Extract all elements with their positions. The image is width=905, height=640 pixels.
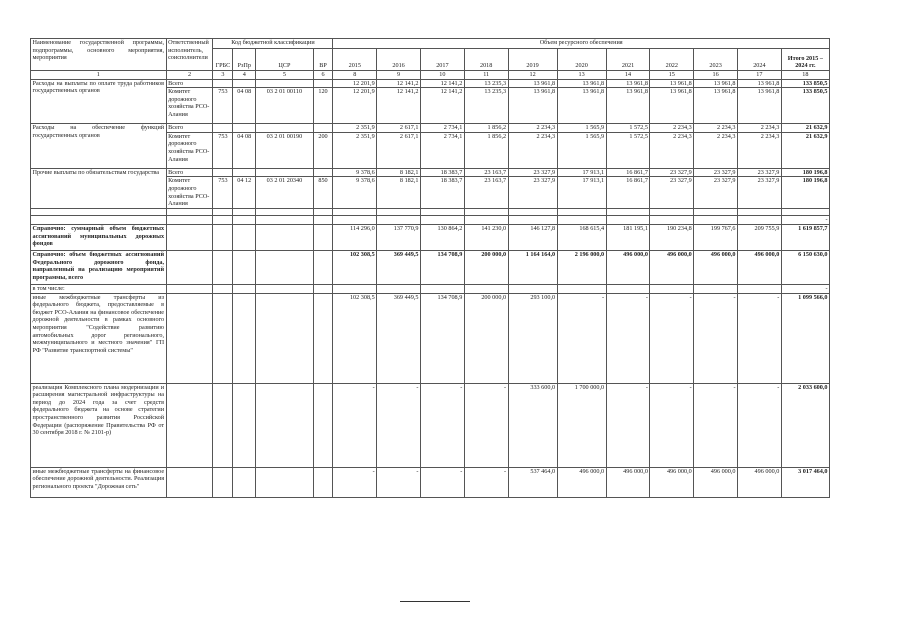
header-year: 2021 — [606, 49, 650, 71]
row-total-value: 1 856,2 — [464, 124, 508, 133]
sub-value: - — [650, 383, 694, 467]
row-value: 2 351,9 — [333, 132, 377, 168]
row-total-value: 1 572,5 — [606, 124, 650, 133]
row-total-label: Всего — [166, 124, 213, 133]
row-total-value: 2 234,3 — [738, 124, 782, 133]
row-value: 12 141,2 — [377, 88, 421, 124]
row-total-value: 23 327,9 — [650, 168, 694, 177]
sub-value: 134 708,9 — [420, 293, 464, 383]
summary-value: 181 195,1 — [606, 224, 650, 250]
row-value: 2 234,3 — [508, 132, 557, 168]
col-number: 4 — [233, 71, 256, 80]
summary-value: 190 234,8 — [650, 224, 694, 250]
row-value: 13 961,8 — [694, 88, 738, 124]
header-year: 2020 — [557, 49, 606, 71]
sub-value: 333 600,0 — [508, 383, 557, 467]
header-volume-group: Объем ресурсного обеспечения — [333, 39, 830, 49]
row-sum: 21 632,9 — [781, 132, 829, 168]
row-name-salary: Расходы на выплаты по оплате труда работников государственных органов — [31, 79, 167, 124]
row-value: 1 565,9 — [557, 132, 606, 168]
sub-value: - — [606, 383, 650, 467]
header-total: Итого 2015 – 2024 гг. — [781, 49, 829, 71]
header-code-vr: ВР — [313, 49, 333, 71]
row-value: 2 234,3 — [694, 132, 738, 168]
row-responsible: Комитет дорожного хозяйства РСО-Алания — [166, 132, 213, 168]
col-number: 8 — [333, 71, 377, 80]
col-number: 12 — [508, 71, 557, 80]
header-responsible: Ответственный исполнитель, соисполнители — [166, 39, 213, 71]
col-number: 5 — [256, 71, 313, 80]
summary-value: 134 708,9 — [420, 250, 464, 284]
resource-table — [30, 38, 830, 498]
row-value: 18 383,7 — [420, 177, 464, 209]
sub-value: 496 000,0 — [738, 467, 782, 497]
sub-value: - — [650, 293, 694, 383]
summary-value: 168 615,4 — [557, 224, 606, 250]
row-total-value: 13 961,8 — [508, 79, 557, 88]
row-total-value: 23 163,7 — [464, 168, 508, 177]
header-year: 2019 — [508, 49, 557, 71]
row-total-label: Всего — [166, 79, 213, 88]
sub-value: 293 100,0 — [508, 293, 557, 383]
col-number: 15 — [650, 71, 694, 80]
summary-value: 496 000,0 — [606, 250, 650, 284]
code-rzpr: 04 08 — [233, 88, 256, 124]
dash-mark: - — [781, 284, 829, 293]
row-total-sum: 180 196,8 — [781, 168, 829, 177]
row-total-value: 13 235,3 — [464, 79, 508, 88]
row-value: 13 961,8 — [508, 88, 557, 124]
row-total-value: 1 565,9 — [557, 124, 606, 133]
header-year: 2018 — [464, 49, 508, 71]
summary-sum: 1 619 857,7 — [781, 224, 829, 250]
code-rzpr: 04 08 — [233, 132, 256, 168]
row-sum: 180 196,8 — [781, 177, 829, 209]
col-number: 13 — [557, 71, 606, 80]
code-vr: 850 — [313, 177, 333, 209]
sub-value: - — [377, 383, 421, 467]
row-total-value: 16 861,7 — [606, 168, 650, 177]
col-number: 6 — [313, 71, 333, 80]
summary-value: 496 000,0 — [738, 250, 782, 284]
row-value: 13 235,3 — [464, 88, 508, 124]
sub-value: - — [606, 293, 650, 383]
col-number: 14 — [606, 71, 650, 80]
footer-rule — [400, 601, 470, 602]
row-value: 1 572,5 — [606, 132, 650, 168]
code-grbs: 753 — [213, 88, 233, 124]
header-year: 2023 — [694, 49, 738, 71]
sub-value: - — [333, 383, 377, 467]
sub-value: - — [694, 383, 738, 467]
col-number: 2 — [166, 71, 213, 80]
summary-value: 199 767,6 — [694, 224, 738, 250]
row-total-value: 12 141,2 — [377, 79, 421, 88]
row-total-value: 23 327,9 — [694, 168, 738, 177]
row-value: 13 961,8 — [606, 88, 650, 124]
row-total-value: 13 961,8 — [606, 79, 650, 88]
row-value: 9 378,6 — [333, 177, 377, 209]
row-total-value: 17 913,1 — [557, 168, 606, 177]
summary-value: 1 164 164,0 — [508, 250, 557, 284]
row-responsible: Комитет дорожного хозяйства РСО-Алания — [166, 88, 213, 124]
summary-value: 369 449,5 — [377, 250, 421, 284]
header-year: 2016 — [377, 49, 421, 71]
code-csr: 03 2 01 00190 — [256, 132, 313, 168]
sub-sum: 3 017 464,0 — [781, 467, 829, 497]
row-value: 13 961,8 — [650, 88, 694, 124]
code-csr: 03 2 01 20340 — [256, 177, 313, 209]
sub-value: 496 000,0 — [557, 467, 606, 497]
row-sum: 133 850,5 — [781, 88, 829, 124]
sub-value: - — [420, 383, 464, 467]
header-year: 2015 — [333, 49, 377, 71]
col-number: 16 — [694, 71, 738, 80]
row-value: 23 327,9 — [738, 177, 782, 209]
row-value: 23 327,9 — [694, 177, 738, 209]
header-code-csr: ЦСР — [256, 49, 313, 71]
budget-table-sheet — [30, 38, 830, 498]
sub-road-network: иные межбюджетные трансферты на финансовое обеспечение дорожной деятельности. Реализация регионального проекта "Дорожная сеть" — [31, 467, 167, 497]
dash-mark: - — [781, 216, 829, 225]
row-total-value: 13 961,8 — [694, 79, 738, 88]
summary-value: 2 196 000,0 — [557, 250, 606, 284]
sub-value: 102 308,5 — [333, 293, 377, 383]
sub-complex-plan: реализация Комплексного плана модернизации и расширения магистральной инфраструктуры на период до 2024 года за счет средств федерального бюджета на основе стратегии пространственного развития Российской Федерации (распоряжение Правительства РФ от 30 сентября 2018 г. № 2101-р) — [31, 383, 167, 467]
sub-value: 200 000,0 — [464, 293, 508, 383]
sub-value: 496 000,0 — [694, 467, 738, 497]
col-number: 11 — [464, 71, 508, 80]
row-total-value: 12 201,9 — [333, 79, 377, 88]
row-value: 1 856,2 — [464, 132, 508, 168]
row-name-obligations: Прочие выплаты по обязательствам государства — [31, 168, 167, 209]
sub-value: - — [464, 467, 508, 497]
header-codes-group: Код бюджетной классификации — [213, 39, 333, 49]
summary-municipal-funds: Справочно: суммарный объем бюджетных ассигнований муниципальных дорожных фондов — [31, 224, 167, 250]
row-responsible: Комитет дорожного хозяйства РСО-Алания — [166, 177, 213, 209]
header-year: 2024 — [738, 49, 782, 71]
col-number: 3 — [213, 71, 233, 80]
row-total-value: 12 141,2 — [420, 79, 464, 88]
header-code-grbs: ГРБС — [213, 49, 233, 71]
row-value: 12 141,2 — [420, 88, 464, 124]
sub-value: - — [420, 467, 464, 497]
header-code-rzpr: РзПр — [233, 49, 256, 71]
row-total-value: 2 234,3 — [508, 124, 557, 133]
summary-value: 146 127,8 — [508, 224, 557, 250]
sub-value: 496 000,0 — [650, 467, 694, 497]
code-vr: 200 — [313, 132, 333, 168]
header-name: Наименование государственной программы, подпрограммы, основного мероприятия, мероприятия — [31, 39, 167, 71]
sub-value: 369 449,5 — [377, 293, 421, 383]
row-total-sum: 21 632,9 — [781, 124, 829, 133]
col-number: 9 — [377, 71, 421, 80]
including-label: в том числе: — [31, 284, 167, 293]
code-grbs: 753 — [213, 132, 233, 168]
header-year: 2017 — [420, 49, 464, 71]
summary-value: 496 000,0 — [650, 250, 694, 284]
sub-value: - — [738, 293, 782, 383]
sub-value: - — [464, 383, 508, 467]
code-csr: 03 2 01 00110 — [256, 88, 313, 124]
sub-sum: 1 099 566,0 — [781, 293, 829, 383]
row-total-value: 9 378,6 — [333, 168, 377, 177]
row-value: 13 961,8 — [557, 88, 606, 124]
row-total-value: 13 961,8 — [557, 79, 606, 88]
summary-value: 209 755,9 — [738, 224, 782, 250]
summary-federal-fund: Справочно: объем бюджетных ассигнований Федерального дорожного фонда, направленный на реализацию мероприятий программы, всего — [31, 250, 167, 284]
row-value: 23 163,7 — [464, 177, 508, 209]
row-total-sum: 133 850,5 — [781, 79, 829, 88]
row-total-value: 13 961,8 — [650, 79, 694, 88]
summary-value: 114 296,0 — [333, 224, 377, 250]
summary-value: 141 230,0 — [464, 224, 508, 250]
sub-value: 496 000,0 — [606, 467, 650, 497]
row-total-value: 2 351,9 — [333, 124, 377, 133]
summary-value: 137 770,9 — [377, 224, 421, 250]
sub-federal-transfers: иные межбюджетные трансферты из федерального бюджета, предоставляемые в бюджет РСО-Алания на финансовое обеспечение дорожной деятельности в рамках основного мероприятия "Содействие развитию автомобильных дорог регионального, межмуниципального и местного значения" ГП РФ "Развитие транспортной системы" — [31, 293, 167, 383]
row-total-value: 2 734,1 — [420, 124, 464, 133]
row-value: 2 617,1 — [377, 132, 421, 168]
sub-value: - — [333, 467, 377, 497]
code-rzpr: 04 12 — [233, 177, 256, 209]
row-name-functions: Расходы на обеспечение функций государственных органов — [31, 124, 167, 169]
sub-value: - — [694, 293, 738, 383]
sub-value: 537 464,0 — [508, 467, 557, 497]
row-total-value: 23 327,9 — [738, 168, 782, 177]
row-total-value: 23 327,9 — [508, 168, 557, 177]
summary-value: 496 000,0 — [694, 250, 738, 284]
row-value: 23 327,9 — [650, 177, 694, 209]
row-total-value: 13 961,8 — [738, 79, 782, 88]
row-value: 13 961,8 — [738, 88, 782, 124]
col-number: 17 — [738, 71, 782, 80]
summary-value: 130 864,2 — [420, 224, 464, 250]
row-value: 17 913,1 — [557, 177, 606, 209]
row-total-value: 18 383,7 — [420, 168, 464, 177]
row-total-label: Всего — [166, 168, 213, 177]
row-total-value: 2 234,3 — [650, 124, 694, 133]
row-total-value: 8 182,1 — [377, 168, 421, 177]
row-total-value: 2 234,3 — [694, 124, 738, 133]
sub-value: 1 700 000,0 — [557, 383, 606, 467]
row-value: 12 201,9 — [333, 88, 377, 124]
row-value: 23 327,9 — [508, 177, 557, 209]
code-grbs: 753 — [213, 177, 233, 209]
col-number: 1 — [31, 71, 167, 80]
sub-value: - — [738, 383, 782, 467]
row-value: 2 734,1 — [420, 132, 464, 168]
row-value: 2 234,3 — [650, 132, 694, 168]
col-number: 18 — [781, 71, 829, 80]
row-value: 16 861,7 — [606, 177, 650, 209]
code-vr: 120 — [313, 88, 333, 124]
row-value: 8 182,1 — [377, 177, 421, 209]
row-value: 2 234,3 — [738, 132, 782, 168]
header-year: 2022 — [650, 49, 694, 71]
col-number: 10 — [420, 71, 464, 80]
row-total-value: 2 617,1 — [377, 124, 421, 133]
sub-sum: 2 033 600,0 — [781, 383, 829, 467]
sub-value: - — [557, 293, 606, 383]
summary-value: 200 000,0 — [464, 250, 508, 284]
sub-value: - — [377, 467, 421, 497]
summary-sum: 6 150 630,0 — [781, 250, 829, 284]
summary-value: 102 308,5 — [333, 250, 377, 284]
